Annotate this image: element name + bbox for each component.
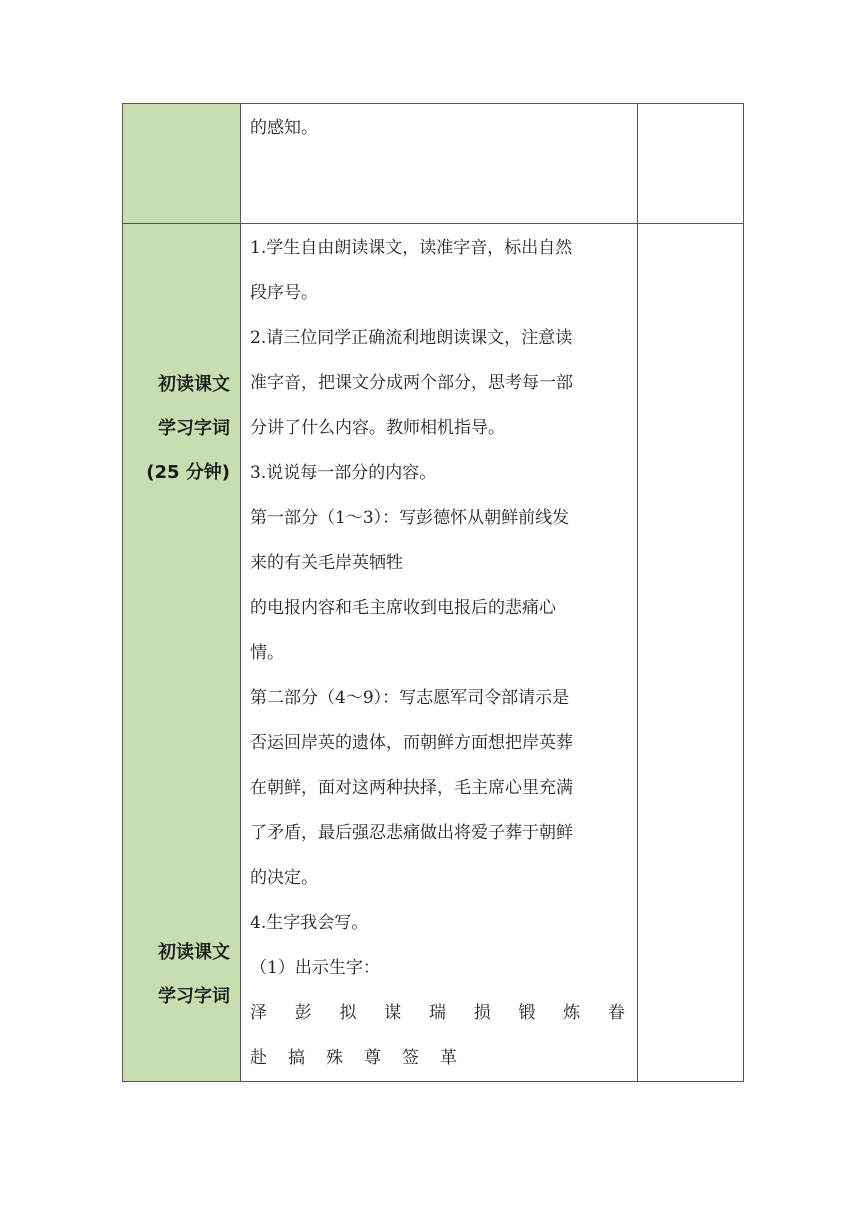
text-line: 第一部分（1～3）：写彭德怀从朝鲜前线发 [250, 508, 570, 528]
section-title-line: 学习字词 [158, 986, 230, 1007]
section-cell [123, 104, 241, 224]
text-line: 2.请三位同学正确流利地朗读课文，注意读 [250, 328, 573, 348]
new-character: 搞 [288, 1048, 305, 1068]
new-character: 锻 [518, 1003, 536, 1023]
new-character: 殊 [326, 1048, 343, 1068]
section-title-repeat [123, 495, 240, 1019]
text-line: 分讲了什么内容。教师相机指导。 [250, 418, 505, 438]
new-character: 革 [440, 1048, 457, 1068]
text-line: 的电报内容和毛主席收到电报后的悲痛心 [250, 598, 556, 618]
new-character: 彭 [294, 1003, 312, 1023]
section-cell [123, 224, 241, 1082]
text-line: 准字音，把课文分成两个部分，思考每一部 [250, 373, 573, 393]
text-line: 否运回岸英的遗体，而朝鲜方面想把岸英葬 [250, 733, 573, 753]
lesson-plan-table [122, 103, 744, 1082]
section-title-line: 学习字词 [158, 418, 230, 439]
text-line: （1）出示生字： [250, 958, 380, 978]
new-character: 眷 [608, 1003, 625, 1023]
new-characters-row [250, 991, 631, 1036]
text-line: 的决定。 [250, 868, 318, 888]
text-line: 的感知。 [250, 118, 318, 138]
new-character: 瑞 [429, 1003, 446, 1023]
new-character: 泽 [250, 1003, 267, 1023]
new-character: 损 [473, 1003, 491, 1023]
text-line: 情。 [250, 643, 284, 663]
section-title-line: 初读课文 [158, 942, 230, 963]
text-line: 了矛盾，最后强忍悲痛做出将爱子葬于朝鲜 [250, 823, 573, 843]
content-cell [241, 224, 638, 1082]
text-line: 来的有关毛岸英牺牲 [250, 553, 403, 573]
new-character: 赴 [250, 1048, 267, 1068]
table-row [123, 224, 744, 1082]
notes-cell [638, 224, 744, 1082]
text-line: 第二部分（4～9）：写志愿军司令部请示是 [250, 688, 570, 708]
text-line: 3.说说每一部分的内容。 [250, 463, 437, 483]
text-line: 在朝鲜，面对这两种抉择，毛主席心里充满 [250, 778, 573, 798]
new-character: 炼 [563, 1003, 581, 1023]
new-character: 拟 [339, 1003, 357, 1023]
text-line: 4.生字我会写。 [250, 913, 369, 933]
section-duration: (25 分钟) [146, 462, 230, 483]
new-character: 签 [402, 1048, 419, 1068]
section-title-line: 初读课文 [158, 374, 230, 395]
content-cell [241, 104, 638, 224]
text-line: 1.学生自由朗读课文，读准字音，标出自然 [250, 238, 573, 258]
table-row [123, 104, 744, 224]
section-title [123, 224, 240, 495]
notes-cell [638, 104, 744, 224]
text-line: 段序号。 [250, 283, 318, 303]
new-character: 尊 [364, 1048, 381, 1068]
new-characters-row [250, 1036, 631, 1081]
new-character: 谋 [384, 1003, 402, 1023]
